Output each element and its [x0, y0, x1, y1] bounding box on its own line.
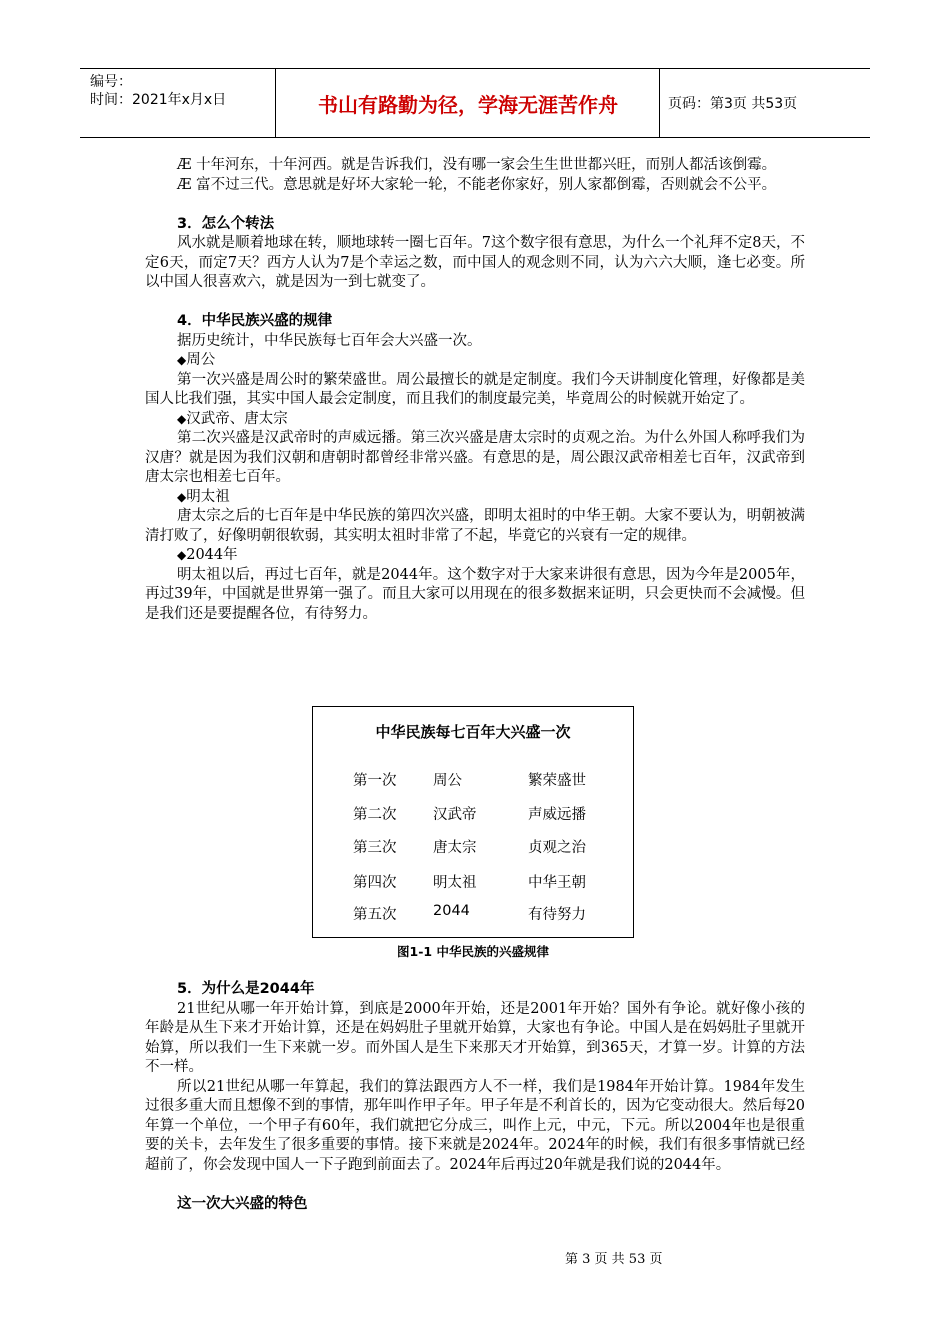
bullet-item — [145, 488, 805, 508]
diamond-icon: ◆ — [177, 411, 187, 426]
header-motto: 书山有路勤为径，学海无涯苦作舟 — [318, 92, 618, 117]
header-page-cell — [660, 69, 870, 137]
figure-cell: 第一次 — [353, 773, 397, 789]
diamond-icon: ◆ — [177, 489, 187, 504]
figure-box — [312, 706, 634, 938]
diamond-icon: ◆ — [177, 353, 187, 367]
bullet-label: 周公 — [186, 352, 216, 368]
paragraph: 21世纪从哪一年开始计算，到底是2000年开始，还是2001年开始？国外有争论。就好像小孩的年龄是从生下来才开始计算，还是在妈妈肚子里就开始算，大家也有争论。中国人是在妈妈肚子里就开始算，所以我们一生下来就一岁。而外国人是生下来那天才开始算，到365天，才算一岁。计算的方法不一样。 — [145, 1000, 805, 1075]
figure-cell: 周公 — [433, 773, 462, 789]
header-motto-cell — [277, 69, 660, 137]
figure-cell: 第二次 — [353, 807, 397, 823]
figure-cell: 贞观之治 — [528, 840, 586, 856]
section-heading: 5．为什么是2044年 — [177, 981, 315, 997]
figure-cell: 声威远播 — [528, 807, 586, 823]
header-page-label: 页码：第3页 共53页 — [668, 96, 798, 112]
figure-cell: 中华王朝 — [528, 875, 586, 891]
section-heading: 3．怎么个转法 — [177, 215, 275, 232]
paragraph: 明太祖以后，再过七百年，就是2044年。这个数字对于大家来讲很有意思，因为今年是2005年，再过39年，中国就是世界第一强了。而且大家可以用现在的很多数据来证明，只会更快而不会减慢。但是我们还是要提醒各位，有待努力。 — [145, 566, 805, 622]
section-heading: 4．中华民族兴盛的规律 — [177, 313, 333, 329]
paragraph: Æ 富不过三代。意思就是好坏大家轮一轮，不能老你家好，别人家都倒霉，否则就会不公平。 — [177, 176, 777, 193]
bullet-label: 2044年 — [186, 547, 238, 563]
document-number-label: 编号： — [90, 74, 132, 90]
figure-title: 中华民族每七百年大兴盛一次 — [375, 723, 571, 741]
header-left — [80, 69, 276, 137]
page-footer: 第 3 页 共 53 页 — [565, 1252, 663, 1267]
section-heading: 这一次大兴盛的特色 — [177, 1195, 308, 1212]
paragraph: 所以21世纪从哪一年算起，我们的算法跟西方人不一样，我们是1984年开始计算。1984年发生过很多重大而且想像不到的事情，那年叫作甲子年。甲子年是不利首长的，因为它变动很大。然后每20年算一个单位，一个甲子有60年，我们就把它分成三，叫作上元，中元，下元。所以2004年也是很重要的关卡，去年发生了很多重要的事情。接下来就是2024年。2024年的时候，我们有很多事情就已经超前了，你会发现中国人一下子跑到前面去了。2024年后再过20年就是我们说的2044年。 — [145, 1078, 805, 1173]
document-body — [145, 156, 805, 624]
figure-cell: 汉武帝 — [433, 807, 477, 823]
bullet-item — [145, 410, 805, 430]
bullet-label: 汉武帝、唐太宗 — [186, 410, 288, 427]
figure-cell: 明太祖 — [433, 875, 477, 891]
figure-cell: 第四次 — [353, 875, 397, 891]
document-time-label: 时间：2021年x月x日 — [90, 92, 227, 108]
figure-cell: 2044 — [433, 903, 470, 919]
bullet-item — [145, 351, 805, 371]
page-header — [80, 68, 870, 138]
figure-caption: 图1-1 中华民族的兴盛规律 — [397, 944, 549, 959]
paragraph: 风水就是顺着地球在转，顺地球转一圈七百年。7这个数字很有意思，为什么一个礼拜不定8天，不定6天，而定7天？西方人认为7是个幸运之数，而中国人的观念则不同，认为六六大顺，逢七必变。所以中国人很喜欢六，就是因为一到七就变了。 — [145, 235, 805, 290]
diamond-icon: ◆ — [177, 548, 187, 562]
paragraph: 唐太宗之后的七百年是中华民族的第四次兴盛，即明太祖时的中华王朝。大家不要认为，明朝被满清打败了，好像明朝很软弱，其实明太祖时非常了不起，毕竟它的兴衰有一定的规律。 — [145, 508, 805, 544]
paragraph: 第一次兴盛是周公时的繁荣盛世。周公最擅长的就是定制度。我们今天讲制度化管理，好像都是美国人比我们强，其实中国人最会定制度，而且我们的制度最完美，毕竟周公的时候就开始定了。 — [145, 371, 805, 407]
figure-cell: 唐太宗 — [433, 840, 477, 856]
bullet-label: 明太祖 — [186, 488, 230, 505]
paragraph: Æ 十年河东，十年河西。就是告诉我们，没有哪一家会生生世世都兴旺，而别人都活该倒霉。 — [177, 157, 777, 173]
document-body-continued — [145, 980, 805, 1214]
paragraph: 据历史统计，中华民族每七百年会大兴盛一次。 — [177, 332, 482, 349]
bullet-item — [145, 546, 805, 566]
figure-cell: 第五次 — [353, 907, 397, 923]
figure-cell: 繁荣盛世 — [528, 773, 586, 789]
figure-cell: 第三次 — [353, 840, 397, 856]
paragraph: 第二次兴盛是汉武帝时的声威远播。第三次兴盛是唐太宗时的贞观之治。为什么外国人称呼我们为汉唐？就是因为我们汉朝和唐朝时都曾经非常兴盛。有意思的是，周公跟汉武帝相差七百年，汉武帝到唐太宗也相差七百年。 — [145, 430, 805, 485]
figure-cell: 有待努力 — [528, 907, 586, 923]
